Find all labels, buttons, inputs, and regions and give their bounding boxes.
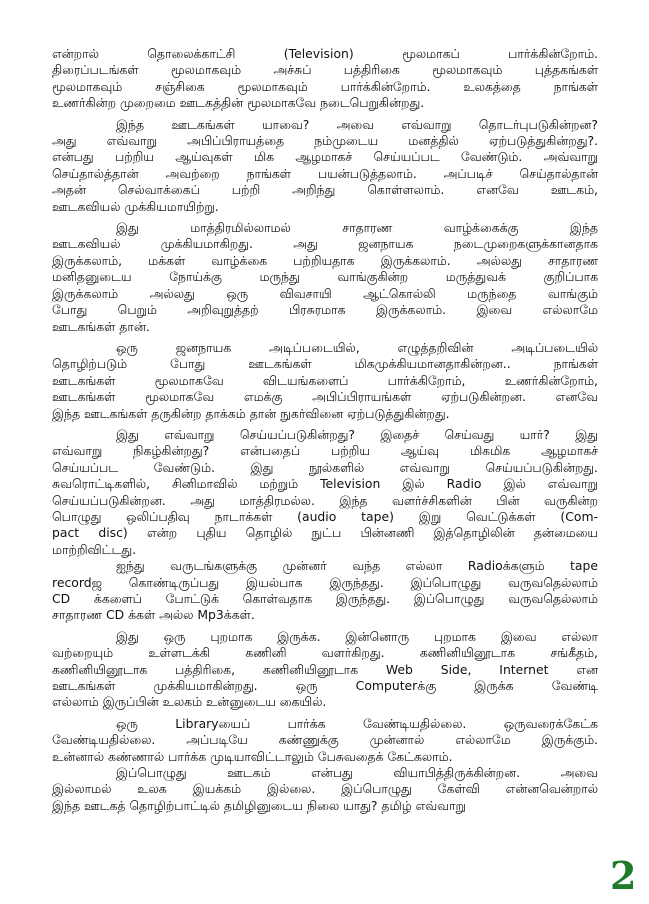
- text-line: உன்னால் கண்ணால் பார்க்க முடியாவிட்டாலும் பேசுவதைக் கேட்கலாம்.: [52, 748, 453, 764]
- text-line: என்பது பற்றிய ஆய்வுகள் மிக ஆழமாகச் செய்யப்பட வேண்டும். அவ்வாறு: [52, 149, 598, 165]
- text-line: அது எவ்வாறு அபிப்பிராயத்தை நம்முடைய மனத்தில் ஏற்படுத்துகின்றது?.: [52, 133, 598, 149]
- paragraph: [52, 46, 598, 112]
- text-line: தொழிற்படும் போது ஊடகங்கள் மிகமுக்கியமானதாகின்றன.. நாங்கள்: [52, 356, 598, 372]
- text-line: மூலமாகவும் சஞ்சிகை மூலமாகவும் பார்க்கின்றோம். உலகத்தை நாங்கள்: [52, 78, 598, 94]
- text-line: ஒரு Libraryயைப் பார்க்க வேண்டியதில்லை. ஒருவரைக்கேட்க: [116, 715, 598, 731]
- text-line: ஊடகங்கள் மூலமாகவே விடயங்களைப் பார்க்கிறோம், உணர்கின்றோம்,: [52, 372, 598, 388]
- paragraph: [52, 716, 598, 765]
- page-body: [52, 46, 598, 819]
- text-line: pact disc) என்ற புதிய தொழில் நுட்ப பின்னணி இத்தொழிலின் தன்மையை: [52, 525, 598, 541]
- text-line: பொழுது ஒலிப்பதிவு நாடாக்கள் (audio tape) இறு வெட்டுக்கள் (Com-: [52, 508, 598, 524]
- text-line: ஐந்து வருடங்களுக்கு முன்னர் வந்த எல்லா Radioக்களும் tape: [116, 558, 598, 574]
- paragraph: [52, 629, 598, 711]
- text-line: வற்றையும் உள்ளடக்கி கணினி வளர்கிறது. கணினியினூடாக சங்கீதம்,: [52, 645, 598, 661]
- text-line: ஊடகங்கள் முக்கியமாகின்றது. ஒரு Computerக்கு இருக்க வேண்டி: [52, 678, 598, 694]
- text-line: இருக்கலாம், மக்கள் வாழ்க்கை பற்றியதாக இருக்கலாம். அல்லது சாதாரண: [52, 252, 598, 268]
- text-line: இல்லாமல் உலக இயக்கம் இல்லை. இப்பொழுது கேள்வி என்னவென்றால்: [52, 781, 598, 797]
- text-line: சாதாரண CD க்கள் அல்ல Mp3க்கள்.: [52, 607, 255, 623]
- text-line: சுவரொட்டிகளில், சினிமாவில் மற்றும் Television இல் Radio இல் எவ்வாறு: [52, 476, 598, 492]
- text-line: என்றால் தொலைக்காட்சி (Television) மூலமாகப் பார்க்கின்றோம்.: [52, 46, 598, 61]
- text-line: இது மாத்திரமில்லாமல் சாதாரண வாழ்க்கைக்கு இந்த: [116, 220, 598, 236]
- text-line: ஊடகவியல் முக்கியமாயிற்று.: [52, 198, 219, 214]
- text-line: கணினியினூடாக பத்திரிகை, கணினியினூடாக Web Side, Internet என: [52, 661, 598, 677]
- paragraph: [52, 558, 598, 624]
- text-line: ஒரு ஜனநாயக அடிப்படையில், எழுத்தறிவின் அடிப்படையில்: [116, 339, 598, 355]
- text-line: செய்தால்த்தான் அவற்றை நாங்கள் பயன்படுத்தலாம். அப்படிச் செய்தால்தான்: [52, 165, 598, 181]
- paragraph: [52, 340, 598, 422]
- text-line: உணர்கின்ற முறைமை ஊடகத்தின் மூலமாகவே நடைபெறுகின்றது.: [52, 95, 425, 111]
- text-line: செய்யப்படுகின்றன. அது மாத்திரமல்ல. இந்த வளர்ச்சிகளின் பின் வருகின்ற: [52, 492, 598, 508]
- text-line: மனிதனுடைய நோய்க்கு மருந்து வாங்குகின்ற மருத்துவக் குறிப்பாக: [52, 269, 598, 285]
- page-number: 2: [610, 853, 637, 898]
- text-line: செய்யப்பட வேண்டும். இது நூல்களில் எவ்வாறு செய்யப்படுகின்றது.: [52, 459, 598, 475]
- text-line: மாற்றிவிட்டது.: [52, 541, 137, 557]
- text-line: இருக்கலாம் அல்லது ஒரு விவசாயி ஆட்கொல்லி மருந்தை வாங்கும்: [52, 285, 598, 301]
- text-line: இப்பொழுது ஊடகம் என்பது வியாபித்திருக்கின்றன. அவை: [116, 765, 598, 781]
- paragraph: [52, 220, 598, 335]
- text-line: இது எவ்வாறு செய்யப்படுகின்றது? இதைச் செய்வது யார்? இது: [116, 426, 598, 442]
- text-line: அதன் செல்வாக்கைப் பற்றி அறிந்து கொள்ளலாம். எனவே ஊடகம்,: [52, 182, 598, 198]
- text-line: ஊடகவியல் முக்கியமாகிறது. அது ஜனநாயக நடைமுறைகளுக்கானதாக: [52, 236, 598, 252]
- text-line: இந்த ஊடகத் தொழிற்பாட்டில் தமிழினுடைய நிலை யாது? தமிழ் எவ்வாறு: [52, 797, 466, 813]
- paragraph: [52, 117, 598, 215]
- text-line: இது ஒரு புறமாக இருக்க. இன்னொரு புறமாக இவை எல்லா: [116, 628, 598, 644]
- text-line: வேண்டியதில்லை. அப்படியே கண்ணுக்கு முன்னால் எல்லாமே இருக்கும்.: [52, 732, 598, 748]
- text-line: recordஜ கொண்டிருப்பது இயல்பாக இருந்தது. இப்பொழுது வருவதெல்லாம்: [52, 574, 598, 590]
- text-line: எவ்வாறு நிகழ்கின்றது? என்பதைப் பற்றிய ஆய்வு மிகமிக ஆழமாகச்: [52, 443, 598, 459]
- paragraph: [52, 765, 598, 814]
- text-line: ஊடகங்கள் மூலமாகவே எமக்கு அபிப்பிராயங்கள் ஏற்படுகின்றன. எனவே: [52, 389, 598, 405]
- text-line: போது பெறும் அறிவுறுத்தற் பிரசுரமாக இருக்கலாம். இவை எல்லாமே: [52, 302, 598, 318]
- text-line: எல்லாம் இருப்பின் உலகம் உன்னுடைய கையில்.: [52, 694, 327, 710]
- text-line: இந்த ஊடகங்கள் தருகின்ற தாக்கம் தான் நுகர்வினை ஏற்படுத்துகின்றது.: [52, 405, 450, 421]
- paragraph: [52, 427, 598, 558]
- text-line: இந்த ஊடகங்கள் யாவை? அவை எவ்வாறு தொடர்புபடுகின்றன?: [116, 116, 598, 132]
- text-line: திரைப்படங்கள் மூலமாகவும் அச்சுப் பத்திரிகை மூலமாகவும் புத்தகங்கள்: [52, 62, 598, 78]
- text-line: ஊடகங்கள் தான்.: [52, 318, 150, 334]
- text-line: CD க்களைப் போட்டுக் கொள்வதாக இருந்தது. இப்பொழுது வருவதெல்லாம்: [52, 591, 598, 606]
